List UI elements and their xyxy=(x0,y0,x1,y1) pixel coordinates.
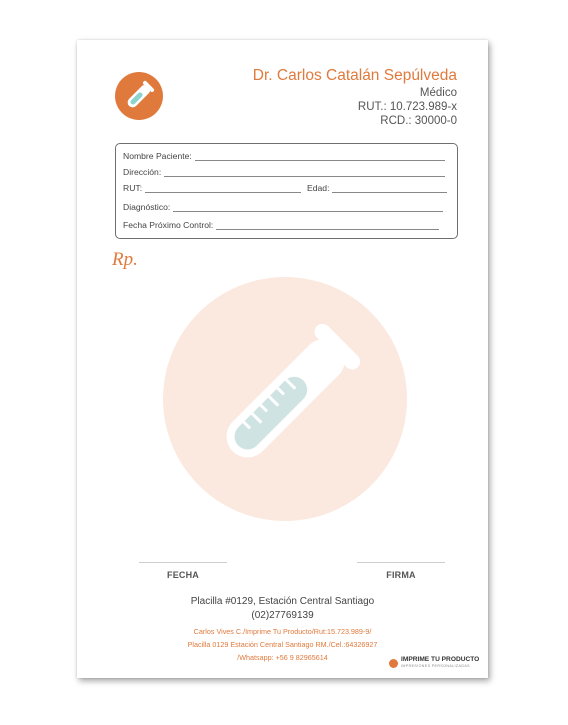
patient-name-line[interactable] xyxy=(195,151,445,161)
next-control-field[interactable] xyxy=(123,220,439,230)
brand-name: IMPRIME TU PRODUCTO xyxy=(401,656,480,663)
date-label: FECHA xyxy=(167,570,199,580)
doctor-name: Dr. Carlos Catalán Sepúlveda xyxy=(252,67,457,84)
age-label: Edad: xyxy=(307,183,330,193)
date-signature-block xyxy=(139,562,227,580)
watermark-test-tube-icon xyxy=(163,277,407,521)
address-field[interactable] xyxy=(123,167,445,177)
address-line[interactable] xyxy=(164,167,445,177)
rut-label: RUT: xyxy=(123,183,143,193)
signature-block xyxy=(357,562,445,580)
next-control-line[interactable] xyxy=(216,220,439,230)
patient-name-field[interactable] xyxy=(123,151,445,161)
clinic-phone: (02)27769139 xyxy=(251,610,314,621)
brand-tagline: IMPRESIONES PERSONALIZADAS xyxy=(401,664,470,668)
printer-info-line-2: Placilla 0129 Estación Central Santiago RM./Cel.:64326927 xyxy=(187,640,378,649)
date-line[interactable] xyxy=(139,562,227,563)
patient-info-box xyxy=(115,143,458,239)
clinic-address: Placilla #0129, Estación Central Santiago xyxy=(190,596,375,607)
doctor-title: Médico xyxy=(419,87,457,99)
patient-name-label: Nombre Paciente: xyxy=(123,151,192,161)
prescription-sheet xyxy=(77,40,488,678)
printer-info-line-1: Carlos Vives C./Imprime Tu Producto/Rut:15.723.989-9/ xyxy=(193,627,372,636)
printer-brand-logo xyxy=(389,656,479,670)
doctor-rut: RUT.: 10.723.989-x xyxy=(357,101,457,113)
age-line[interactable] xyxy=(332,183,447,193)
age-field[interactable] xyxy=(307,183,447,193)
next-control-label: Fecha Próximo Control: xyxy=(123,220,214,230)
rut-field[interactable] xyxy=(123,183,301,193)
test-tube-icon xyxy=(115,72,163,120)
rut-line[interactable] xyxy=(145,183,301,193)
signature-line[interactable] xyxy=(357,562,445,563)
address-label: Dirección: xyxy=(123,167,162,177)
lightbulb-icon xyxy=(389,659,398,668)
rp-label: Rp. xyxy=(112,249,138,270)
diagnosis-label: Diagnóstico: xyxy=(123,202,171,212)
doctor-rcd: RCD.: 30000-0 xyxy=(380,115,457,127)
doctor-header xyxy=(253,66,457,128)
diagnosis-field[interactable] xyxy=(123,202,443,212)
diagnosis-line[interactable] xyxy=(173,202,443,212)
printer-info-line-3: /Whatsapp: +56 9 82965614 xyxy=(237,653,328,662)
signature-label: FIRMA xyxy=(386,570,416,580)
